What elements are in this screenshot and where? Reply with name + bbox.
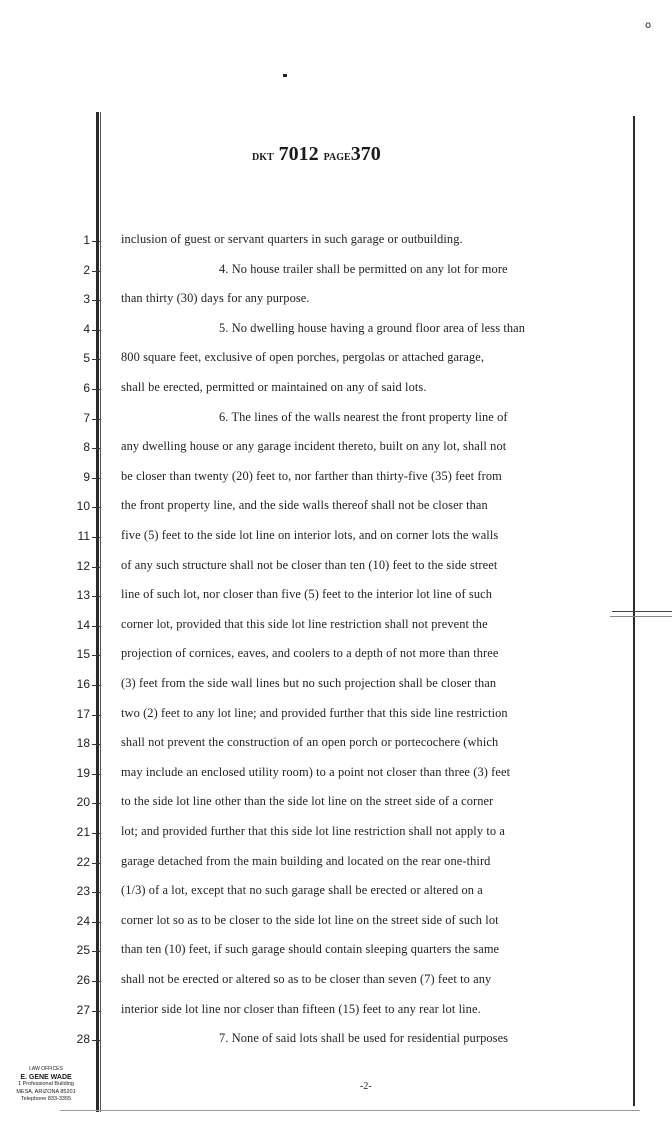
line-number: 5 [83, 351, 90, 365]
line-number: 9 [83, 470, 90, 484]
line-tick [92, 833, 100, 834]
line-number: 13 [76, 588, 90, 602]
line-number: 20 [76, 795, 90, 809]
line-number: 8 [83, 440, 90, 454]
document-line: (1/3) of a lot, except that no such garage shall be erected or altered on a [121, 883, 483, 897]
line-number: 6 [83, 381, 90, 395]
line-number: 1 [83, 233, 90, 247]
line-tick [92, 951, 100, 952]
corner-mark: o [645, 20, 652, 31]
line-tick [92, 596, 100, 597]
book-number: 7012 [278, 143, 319, 165]
left-margin-rule [96, 112, 99, 1112]
office-address-2: MESA, ARIZONA 85201 [16, 1088, 76, 1095]
line-number: 10 [76, 499, 90, 513]
line-number: 12 [76, 559, 90, 573]
line-number: 7 [83, 411, 90, 425]
line-number: 24 [76, 914, 90, 928]
line-tick [92, 715, 100, 716]
line-tick [92, 922, 100, 923]
document-line: corner lot, provided that this side lot line restriction shall not prevent the [121, 617, 488, 631]
line-tick [92, 685, 100, 686]
document-line: garage detached from the main building and located on the rear one-third [121, 854, 491, 868]
line-number: 14 [76, 618, 90, 632]
document-line: shall be erected, permitted or maintained on any of said lots. [121, 380, 427, 394]
line-tick [92, 241, 100, 242]
document-line: (3) feet from the side wall lines but no such projection shall be closer than [121, 676, 497, 690]
line-number: 19 [76, 766, 90, 780]
line-tick [92, 1040, 100, 1041]
line-tick [92, 359, 100, 360]
book-prefix: DKT [252, 152, 274, 163]
document-line: five (5) feet to the side lot line on interior lots, and on corner lots the walls [121, 528, 499, 542]
line-number: 22 [76, 855, 90, 869]
document-line: to the side lot line other than the side lot line on the street side of a corner [121, 794, 494, 808]
scan-artifact [612, 611, 672, 612]
scan-artifact [610, 616, 672, 617]
line-tick [92, 389, 100, 390]
document-line: projection of cornices, eaves, and coolers to a depth of not more than three [121, 646, 499, 660]
line-tick [92, 448, 100, 449]
document-line: may include an enclosed utility room) to a point not closer than three (3) feet [121, 765, 511, 779]
document-line: any dwelling house or any garage incident thereto, built on any lot, shall not [121, 439, 507, 453]
page-footer-number: -2- [360, 1081, 372, 1092]
line-tick [92, 1011, 100, 1012]
line-tick [92, 803, 100, 804]
document-line: shall not prevent the construction of an open porch or portecochere (which [121, 735, 499, 749]
line-tick [92, 655, 100, 656]
document-line: 800 square feet, exclusive of open porches, pergolas or attached garage, [121, 350, 485, 364]
document-line: two (2) feet to any lot line; and provided further that this side line restriction [121, 706, 508, 720]
document-line: than thirty (30) days for any purpose. [121, 291, 310, 305]
document-line: than ten (10) feet, if such garage should contain sleeping quarters the same [121, 942, 500, 956]
recording-stamp [252, 143, 381, 166]
line-tick [92, 537, 100, 538]
line-tick [92, 863, 100, 864]
line-number: 18 [76, 736, 90, 750]
line-number: 16 [76, 677, 90, 691]
office-address-1: 1 Professional Building [18, 1081, 74, 1087]
document-line: corner lot so as to be closer to the side lot line on the street side of such lot [121, 913, 499, 927]
line-tick [92, 300, 100, 301]
stray-mark [283, 74, 287, 77]
line-number: 11 [77, 529, 90, 543]
line-tick [92, 330, 100, 331]
document-line: the front property line, and the side walls thereof shall not be closer than [121, 498, 488, 512]
document-line: of any such structure shall not be closer than ten (10) feet to the side street [121, 558, 498, 572]
line-number: 3 [83, 292, 90, 306]
line-tick [92, 981, 100, 982]
document-line: lot; and provided further that this side lot line restriction shall not apply to a [121, 824, 505, 838]
line-tick [92, 507, 100, 508]
document-line: 7. None of said lots shall be used for residential purposes [219, 1031, 509, 1045]
document-line: shall not be erected or altered so as to be closer than seven (7) feet to any [121, 972, 492, 986]
line-tick [92, 478, 100, 479]
office-phone: Telephone 833-3355 [20, 1096, 72, 1102]
line-number: 28 [76, 1032, 90, 1046]
line-number: 26 [76, 973, 90, 987]
line-tick [92, 567, 100, 568]
line-tick [92, 271, 100, 272]
document-line: inclusion of guest or servant quarters in such garage or outbuilding. [121, 232, 463, 246]
document-line: line of such lot, nor closer than five (5) feet to the interior lot line of such [121, 587, 493, 601]
law-office-stamp [0, 1066, 92, 1104]
scan-artifact [60, 1110, 640, 1111]
line-tick [92, 744, 100, 745]
line-number: 17 [76, 707, 90, 721]
line-number: 15 [76, 647, 90, 661]
document-line: be closer than twenty (20) feet to, nor farther than thirty-five (35) feet from [121, 469, 502, 483]
document-line: 4. No house trailer shall be permitted on any lot for more [219, 262, 508, 276]
line-tick [92, 419, 100, 420]
page-number-stamp: 370 [350, 143, 381, 165]
line-tick [92, 892, 100, 893]
line-number: 25 [76, 943, 90, 957]
document-line: interior side lot line nor closer than fifteen (15) feet to any rear lot line. [121, 1002, 481, 1016]
office-label: LAW OFFICES [29, 1066, 63, 1072]
office-name: E. GENE WADE [20, 1073, 72, 1081]
left-margin-rule-inner [100, 112, 101, 1112]
line-number: 23 [76, 884, 90, 898]
line-number: 4 [83, 322, 90, 336]
line-tick [92, 774, 100, 775]
line-tick [92, 626, 100, 627]
document-line: 5. No dwelling house having a ground floor area of less than [219, 321, 526, 335]
line-number: 21 [76, 825, 90, 839]
page-prefix: PAGE [323, 152, 351, 163]
line-number: 2 [83, 263, 90, 277]
document-line: 6. The lines of the walls nearest the front property line of [219, 410, 508, 424]
line-number: 27 [76, 1003, 90, 1017]
